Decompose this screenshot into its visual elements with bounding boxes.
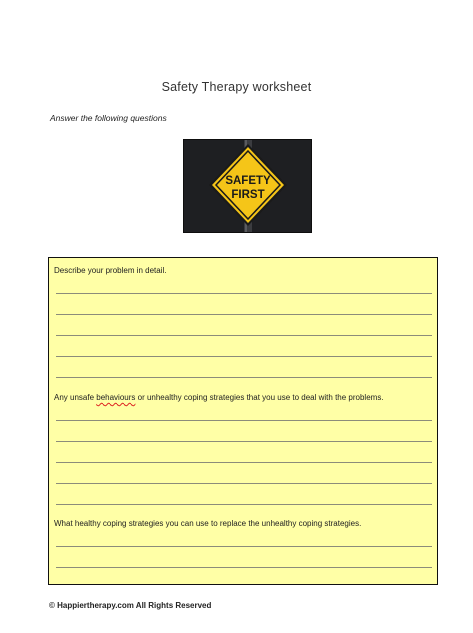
answer-line[interactable] — [56, 356, 432, 357]
question-2 — [54, 393, 384, 402]
answer-line[interactable] — [56, 441, 432, 442]
answer-line[interactable] — [56, 377, 432, 378]
instructions-text: Answer the following questions — [50, 113, 167, 123]
worksheet-title: Safety Therapy worksheet — [161, 80, 312, 94]
question-1: Describe your problem in detail. — [54, 266, 167, 275]
copyright-footer: © Happiertherapy.com All Rights Reserved — [49, 601, 212, 610]
question-3: What healthy coping strategies you can use to replace the unhealthy coping strategies. — [54, 519, 362, 528]
spellcheck-flagged-word: behaviours — [96, 393, 136, 402]
answer-line[interactable] — [56, 314, 432, 315]
answer-line[interactable] — [56, 546, 432, 547]
question-2-part: or unhealthy coping strategies that you use to deal with the problems. — [135, 393, 384, 402]
safety-sign-graphic — [184, 140, 311, 232]
sign-text-line1: SAFETY — [225, 175, 271, 187]
answer-area — [48, 257, 438, 585]
sign-text-line2: FIRST — [231, 189, 265, 201]
answer-line[interactable] — [56, 462, 432, 463]
question-2-part: Any unsafe — [54, 393, 97, 402]
answer-line[interactable] — [56, 293, 432, 294]
answer-line[interactable] — [56, 483, 432, 484]
answer-line[interactable] — [56, 504, 432, 505]
answer-line[interactable] — [56, 335, 432, 336]
safety-first-sign-image — [183, 139, 312, 233]
answer-line[interactable] — [56, 420, 432, 421]
answer-line[interactable] — [56, 567, 432, 568]
